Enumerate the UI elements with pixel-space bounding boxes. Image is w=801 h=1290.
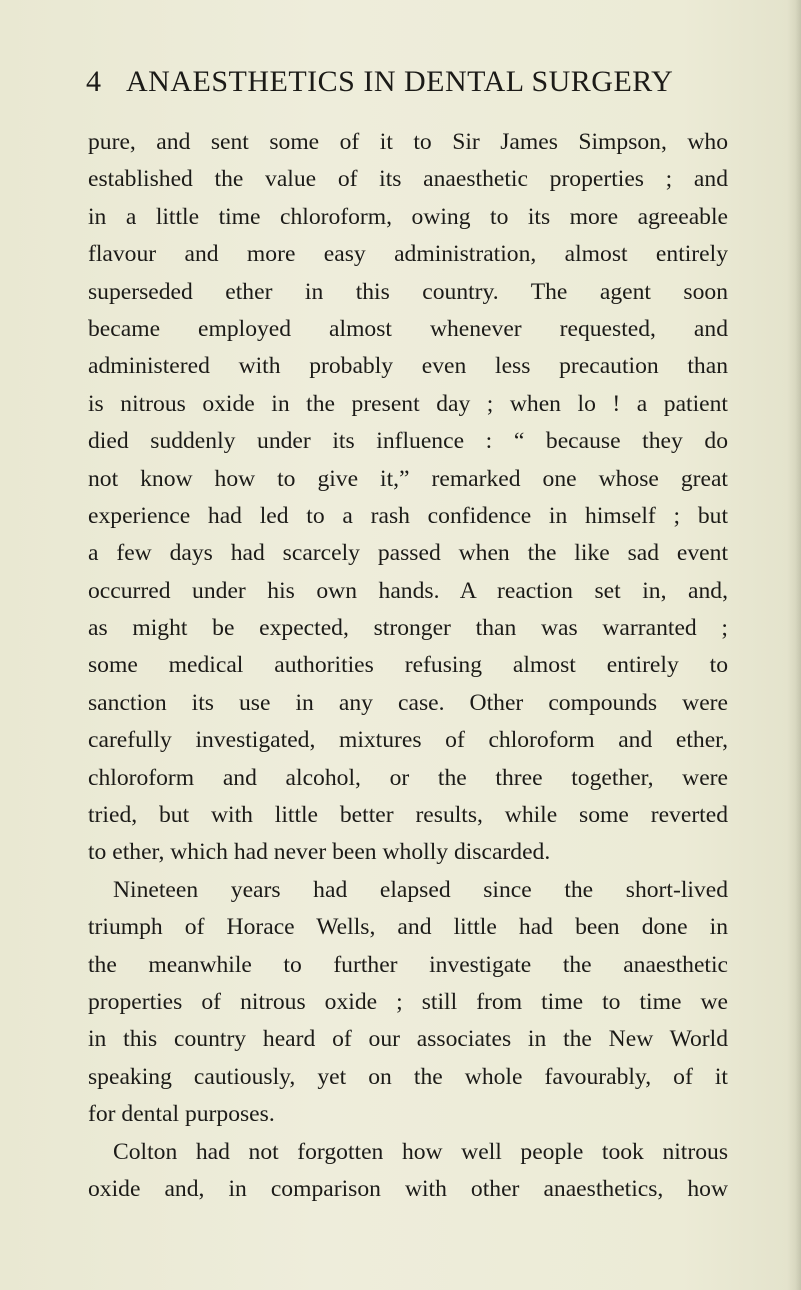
- text-line: occurred under his own hands. A reaction set in, and,: [88, 577, 728, 604]
- page-edge-shadow: [787, 0, 801, 1290]
- text-line: to ether, which had never been wholly discarded.: [88, 839, 551, 866]
- page-number: 4: [86, 65, 102, 98]
- text-line: the meanwhile to further investigate the anaesthetic: [88, 951, 728, 978]
- running-head-title: ANAESTHETICS IN DENTAL SURGERY: [126, 65, 674, 98]
- text-line: triumph of Horace Wells, and little had been done in: [88, 914, 728, 941]
- text-line: superseded ether in this country. The agent soon: [88, 278, 728, 305]
- body-text: [88, 124, 728, 1208]
- text-line: properties of nitrous oxide ; still from time to time we: [88, 988, 728, 1015]
- text-line: not know how to give it,” remarked one whose great: [88, 465, 728, 492]
- text-line: experience had led to a rash confidence in himself ; but: [88, 502, 728, 529]
- paragraph-first-line: Colton had not forgotten how well people took nitrous: [113, 1138, 728, 1165]
- paragraph-first-line: Nineteen years had elapsed since the short-lived: [113, 876, 728, 903]
- text-line: chloroform and alcohol, or the three together, were: [88, 764, 728, 791]
- text-line: carefully investigated, mixtures of chloroform and ether,: [88, 727, 728, 754]
- text-line: some medical authorities refusing almost entirely to: [88, 652, 728, 679]
- text-line: established the value of its anaesthetic properties ; and: [88, 166, 728, 193]
- text-line: a few days had scarcely passed when the like sad event: [88, 540, 728, 567]
- text-line: in a little time chloroform, owing to its more agreeable: [88, 203, 728, 230]
- text-line: is nitrous oxide in the present day ; when lo ! a patient: [88, 390, 728, 417]
- text-line: for dental purposes.: [88, 1101, 275, 1128]
- text-line: administered with probably even less precaution than: [88, 353, 728, 380]
- text-line: tried, but with little better results, while some reverted: [88, 802, 728, 829]
- text-line: sanction its use in any case. Other compounds were: [88, 689, 728, 716]
- running-head: [86, 62, 726, 102]
- text-line: died suddenly under its influence : “ because they do: [88, 428, 728, 455]
- text-line: in this country heard of our associates in the New World: [88, 1026, 728, 1053]
- text-line: flavour and more easy administration, almost entirely: [88, 241, 728, 268]
- text-line: became employed almost whenever requested, and: [88, 315, 728, 342]
- text-line: as might be expected, stronger than was warranted ;: [88, 615, 728, 642]
- text-line: pure, and sent some of it to Sir James Simpson, who: [88, 129, 728, 155]
- text-line: speaking cautiously, yet on the whole favourably, of it: [88, 1063, 728, 1090]
- text-line: oxide and, in comparison with other anaesthetics, how: [88, 1175, 728, 1202]
